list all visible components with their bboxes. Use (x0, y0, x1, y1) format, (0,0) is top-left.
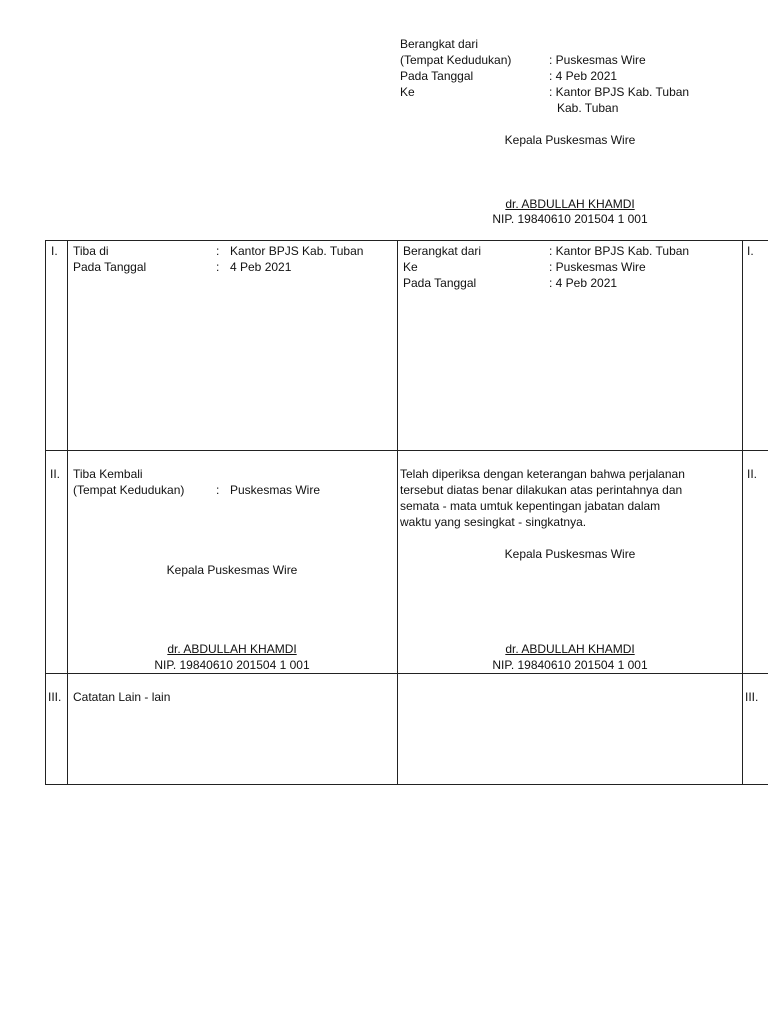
right-row-number: I. (747, 244, 754, 258)
header-date-label: Pada Tanggal (400, 69, 474, 83)
right-signer-title: Kepala Puskesmas Wire (504, 547, 636, 561)
header-signer-title: Kepala Puskesmas Wire (504, 133, 636, 147)
header-to-value: : Kantor BPJS Kab. Tuban (549, 85, 690, 99)
statement-line-2: tersebut diatas benar dilakukan atas perintahnya dan (400, 483, 683, 497)
header-signer-name: dr. ABDULLAH KHAMDI (505, 197, 635, 211)
notes-label: Catatan Lain - lain (73, 690, 171, 704)
number-column-divider (67, 240, 68, 785)
header-signer-nip: NIP. 19840610 201504 1 001 (492, 212, 648, 226)
row-number: II. (50, 467, 61, 481)
return-origin-colon: : (216, 483, 220, 497)
right-number-column-divider (742, 240, 743, 785)
right-row-number: III. (745, 690, 759, 704)
statement-line-3: semata - mata umtuk kepentingan jabatan dalam (400, 499, 661, 513)
row-number: I. (51, 244, 58, 258)
return-label: Tiba Kembali (73, 467, 143, 481)
center-column-divider (397, 240, 398, 785)
row-divider-2 (45, 673, 768, 674)
to-label: Ke (403, 260, 418, 274)
right-signer-name: dr. ABDULLAH KHAMDI (505, 642, 635, 656)
left-signer-name: dr. ABDULLAH KHAMDI (167, 642, 297, 656)
table-top-border (45, 240, 768, 241)
arrive-date-value: 4 Peb 2021 (230, 260, 292, 274)
depart-date-label: Pada Tanggal (403, 276, 477, 290)
return-origin-label: (Tempat Kedudukan) (73, 483, 185, 497)
return-origin-value: Puskesmas Wire (230, 483, 321, 497)
arrive-date-colon: : (216, 260, 220, 274)
statement-line-1: Telah diperiksa dengan keterangan bahwa perjalanan (400, 467, 685, 481)
depart-label: Berangkat dari (403, 244, 482, 258)
header-date-value: : 4 Peb 2021 (549, 69, 618, 83)
left-signer-title: Kepala Puskesmas Wire (166, 563, 298, 577)
depart-value: : Kantor BPJS Kab. Tuban (549, 244, 690, 258)
row-number: III. (48, 690, 62, 704)
row-divider-1 (45, 450, 768, 451)
header-origin-value: : Puskesmas Wire (549, 53, 646, 67)
table-left-border (45, 240, 46, 785)
depart-date-value: : 4 Peb 2021 (549, 276, 618, 290)
arrive-colon: : (216, 244, 220, 258)
right-signer-nip: NIP. 19840610 201504 1 001 (492, 658, 648, 672)
header-origin-label: (Tempat Kedudukan) (400, 53, 512, 67)
header-to-label: Ke (400, 85, 415, 99)
arrive-label: Tiba di (73, 244, 109, 258)
table-bottom-border (45, 784, 768, 785)
to-value: : Puskesmas Wire (549, 260, 646, 274)
arrive-date-label: Pada Tanggal (73, 260, 147, 274)
right-row-number: II. (747, 467, 758, 481)
header-depart-label: Berangkat dari (400, 37, 479, 51)
left-signer-nip: NIP. 19840610 201504 1 001 (154, 658, 310, 672)
statement-line-4: waktu yang sesingkat - singkatnya. (400, 515, 587, 529)
arrive-value: Kantor BPJS Kab. Tuban (230, 244, 364, 258)
header-to-value-cont: Kab. Tuban (557, 101, 619, 115)
